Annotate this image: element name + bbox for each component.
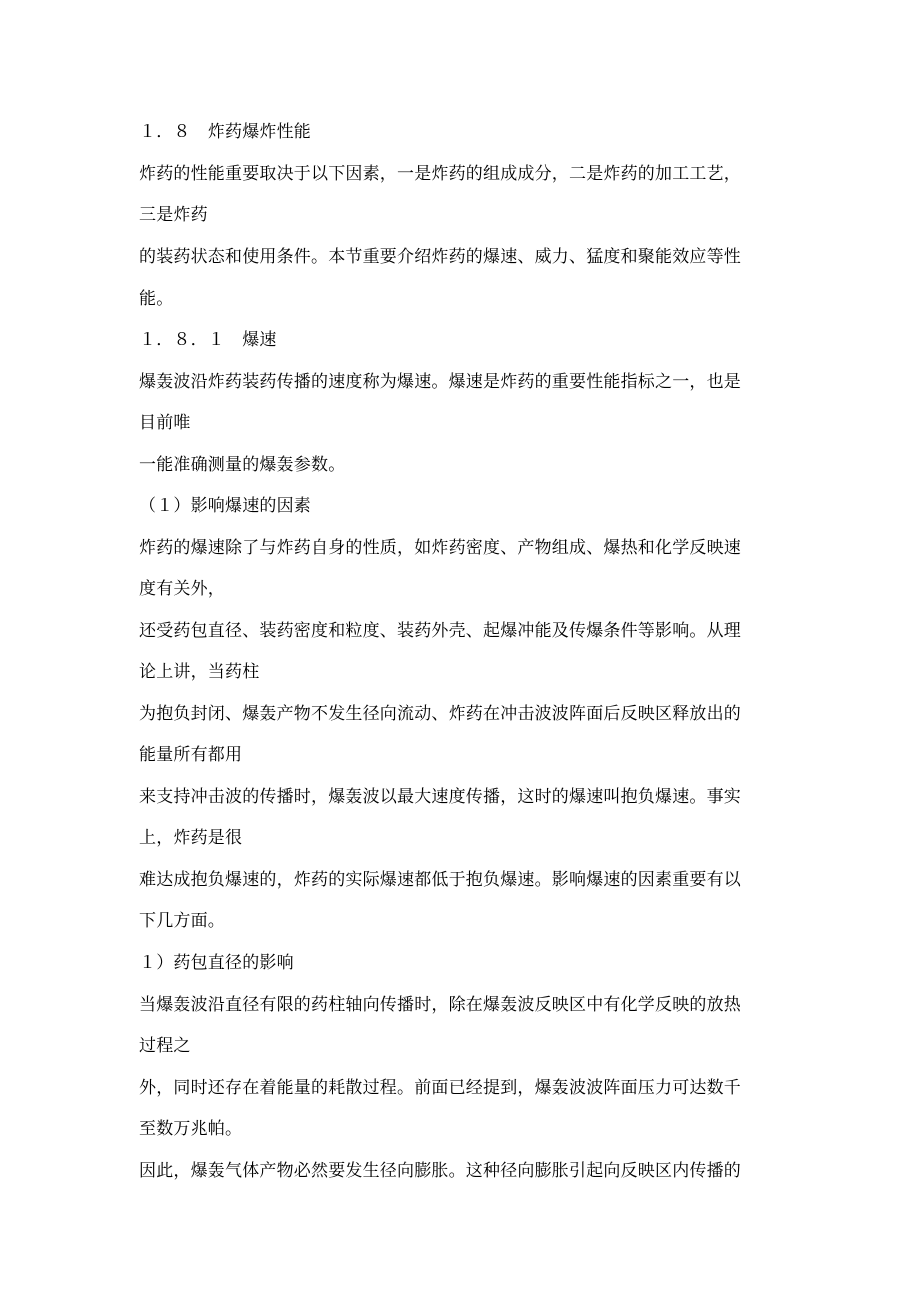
text-line: 过程之 [139,1036,191,1056]
text-line: 度有关外， [139,579,225,599]
text-line: 至数万兆帕。 [139,1119,243,1139]
text-line: 下几方面。 [139,911,225,931]
text-line: 三是炸药 [139,205,208,225]
text-line: 爆轰波沿炸药装药传播的速度称为爆速。爆速是炸药的重要性能指标之一，也是 [139,372,741,392]
section-heading-1-8: １．８ 炸药爆炸性能 [139,122,311,142]
subheading-factors: （１）影响爆速的因素 [139,496,311,516]
text-line: 炸药的性能重要取决于以下因素，一是炸药的组成成分，二是炸药的加工工艺， [139,164,741,184]
text-line: 当爆轰波沿直径有限的药柱轴向传播时，除在爆轰波反映区中有化学反映的放热 [139,995,741,1015]
text-line: 还受药包直径、装药密度和粒度、装药外壳、起爆冲能及传爆条件等影响。从理 [139,621,741,641]
text-line: 为抱负封闭、爆轰产物不发生径向流动、炸药在冲击波波阵面后反映区释放出的 [139,704,741,724]
text-line: 能量所有都用 [139,745,243,765]
text-line: 目前唯 [139,413,191,433]
text-line: 上，炸药是很 [139,828,243,848]
text-line: 因此，爆轰气体产物必然要发生径向膨胀。这种径向膨胀引起向反映区内传播的 [139,1161,741,1181]
text-line: 难达成抱负爆速的，炸药的实际爆速都低于抱负爆速。影响爆速的因素重要有以 [139,870,741,890]
text-line: 论上讲，当药柱 [139,662,260,682]
subheading-diameter: １）药包直径的影响 [139,953,294,973]
text-line: 能。 [139,289,174,309]
section-heading-1-8-1: １．８．１ 爆速 [139,330,277,350]
text-line: 炸药的爆速除了与炸药自身的性质，如炸药密度、产物组成、爆热和化学反映速 [139,538,741,558]
text-line: 来支持冲击波的传播时，爆轰波以最大速度传播，这时的爆速叫抱负爆速。事实 [139,787,741,807]
text-line: 一能准确测量的爆轰参数。 [139,455,346,475]
text-line: 外，同时还存在着能量的耗散过程。前面已经提到，爆轰波波阵面压力可达数千 [139,1078,741,1098]
text-line: 的装药状态和使用条件。本节重要介绍炸药的爆速、威力、猛度和聚能效应等性 [139,247,741,267]
